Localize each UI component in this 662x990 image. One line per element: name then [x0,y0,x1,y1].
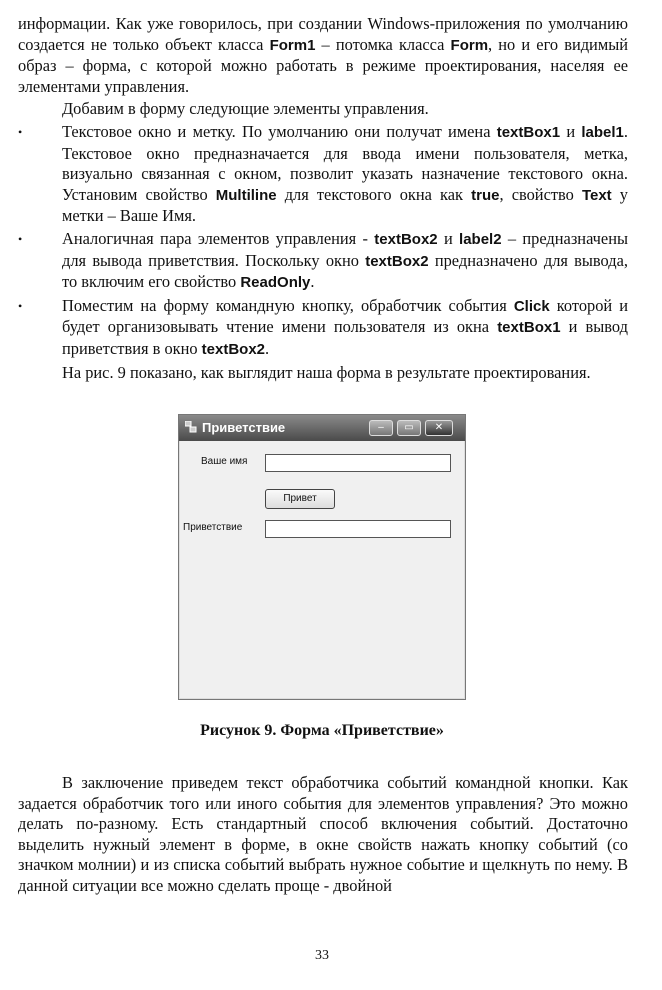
page-number: 33 [315,948,329,963]
keyword: Multiline [215,186,277,204]
app-icon [185,421,197,433]
close-icon: ✕ [434,422,444,433]
keyword: textBox1 [496,123,561,141]
bullet-icon: • [18,124,23,139]
greeting-output-field[interactable] [265,520,451,538]
greeting-form-window [178,414,466,700]
keyword: textBox2 [374,230,438,248]
close-button[interactable] [425,420,453,436]
keyword: label1 [581,123,624,141]
maximize-button[interactable] [397,420,421,436]
intro-paragraph: информации. Как уже говорилось, при создании Windows-приложения по умолчанию создается не только объект класса Form1 – потомка класса Form, но и его видимый образ – форма, с которой можно работать в режиме проектирования, населяя ее элементами управления. [18,14,628,96]
keyword: Text [581,186,612,204]
keyword: Form [450,36,489,54]
greet-button[interactable]: Привет [265,489,335,509]
keyword: label2 [459,230,502,248]
figure-reference-paragraph: На рис. 9 показано, как выглядит наша форма в результате проектирования. [62,362,591,382]
window-title: Приветствие [202,420,286,435]
keyword: Form1 [269,36,316,54]
list-item: • Текстовое окно и метку. По умолчанию они получат имена textBox1 и label1. Текстовое окно предназначается для ввода имени пользователя, метка, визуально связанная с окном, позволит указать назначение текстового окна. Установим свойство Multiline для текстового окна как true, свойство Text у метки – Ваше Имя. [18,121,628,226]
figure-caption: Рисунок 9. Форма «Приветствие» [200,722,444,739]
keyword: textBox1 [497,319,561,337]
greeting-label: Приветствие [183,522,243,533]
conclusion-section [18,773,628,897]
name-input[interactable] [265,454,451,472]
minimize-icon: – [378,422,384,433]
add-controls-paragraph: Добавим в форму следующие элементы управления. [62,99,429,119]
controls-list [18,122,628,361]
list-item: • Аналогичная пара элементов управления - textBox2 и label2 – предназначены для вывода приветствия. Поскольку окно textBox2 предназначено для вывода, то включим его свойство ReadOnly. [18,228,628,292]
keyword: true [471,186,500,204]
minimize-button[interactable] [369,420,393,436]
window-titlebar[interactable] [179,415,465,441]
keyword: Click [513,297,550,315]
keyword: textBox2 [365,252,429,270]
list-item: • Поместим на форму командную кнопку, обработчик события Click которой и будет организовывать чтение имени пользователя из окна textBox1 и вывод приветствия в окно textBox2. [18,295,628,358]
bullet-icon: • [18,298,23,313]
keyword: textBox2 [201,340,266,358]
conclusion-paragraph: В заключение приведем текст обработчика событий командной кнопки. Как задается обработчик того или иного события для элементов управления? Это можно делать по-разному. Есть стандартный способ включения событий. Достаточно выделить нужный элемент в форме, в окне свойств нажать кнопку событий (со значком молнии) и из списка событий выбрать нужное событие и щелкнуть по нему. В данной ситуации все можно сделать проще - двойной [18,773,628,895]
name-label: Ваше имя [201,456,248,467]
main-text [18,14,628,383]
keyword: ReadOnly [240,274,311,292]
maximize-icon: ▭ [404,422,414,433]
bullet-icon: • [18,231,23,246]
